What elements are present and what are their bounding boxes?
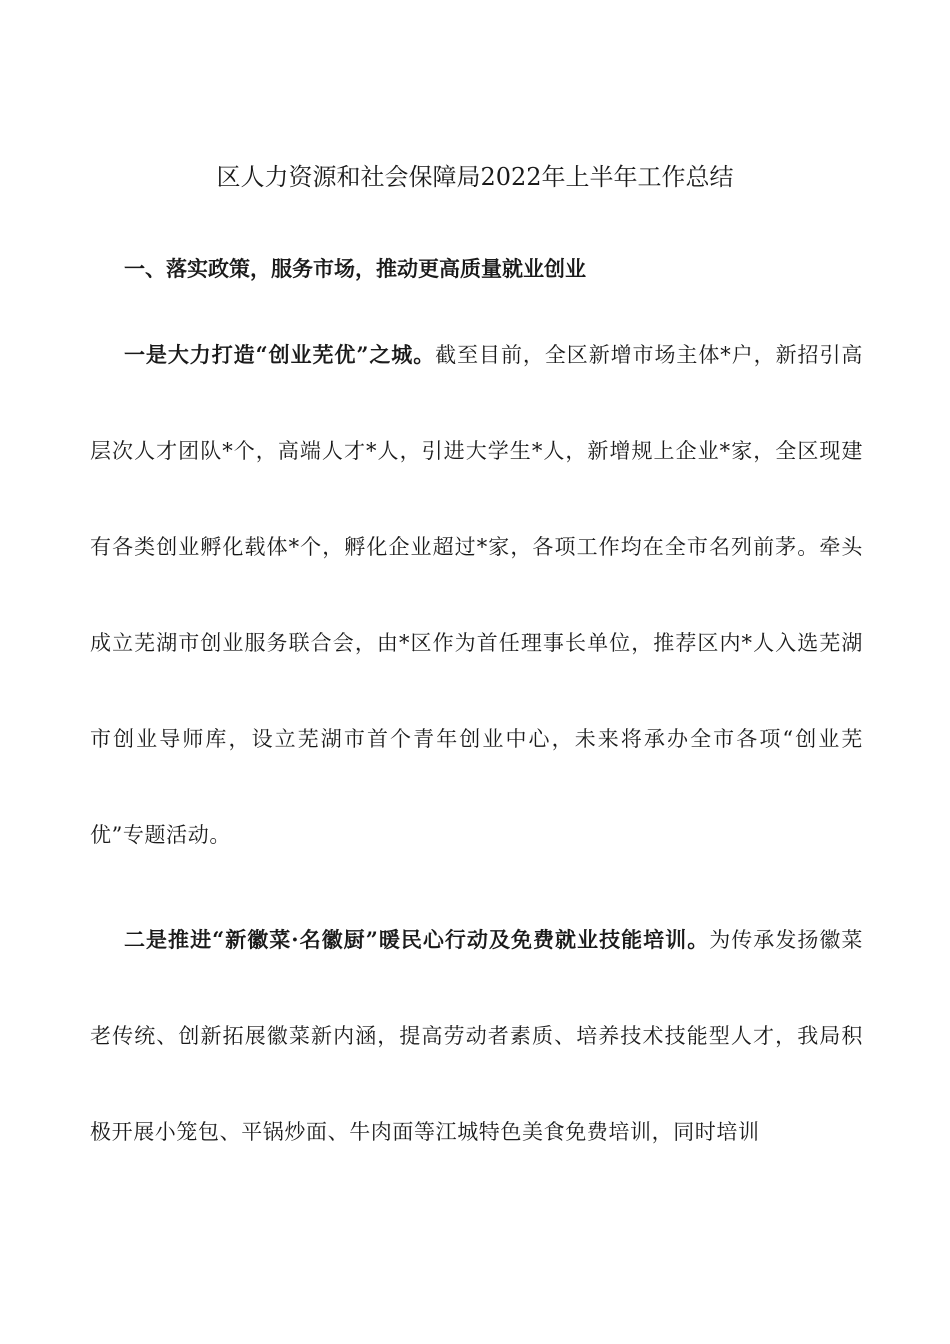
document-title: 区人力资源和社会保障局2022年上半年工作总结 xyxy=(216,163,734,191)
paragraph-body: 截至目前，全区新增市场主体*户，新招引高层次人才团队*个，高端人才*人，引进大学生*人，新增规上企业*家，全区现建有各类创业孵化载体*个，孵化企业超过*家，各项工作均在全市名列前茅。牵头成立芜湖市创业服务联合会，由*区作为首任理事长单位，推荐区内*人入选芜湖市创业导师库，设立芜湖市首个青年创业中心，未来将承办全市各项“创业芜优”专题活动。 xyxy=(90,343,863,847)
paragraph-lead: 一是大力打造“创业芜优”之城。 xyxy=(124,342,436,367)
section-heading: 一、落实政策，服务市场，推动更高质量就业创业 xyxy=(124,256,586,281)
paragraph-body: 为传承发扬徽菜老传统、创新拓展徽菜新内涵，提高劳动者素质、培养技术技能型人才，我局积极开展小笼包、平锅炒面、牛肉面等江城特色美食免费培训，同时培训 xyxy=(90,928,863,1144)
paragraph-lead: 二是推进“新徽菜·名徽厨”暖民心行动及免费就业技能培训。 xyxy=(124,927,710,952)
paragraph-entrepreneurship xyxy=(90,307,863,883)
paragraph-training xyxy=(90,892,863,1180)
